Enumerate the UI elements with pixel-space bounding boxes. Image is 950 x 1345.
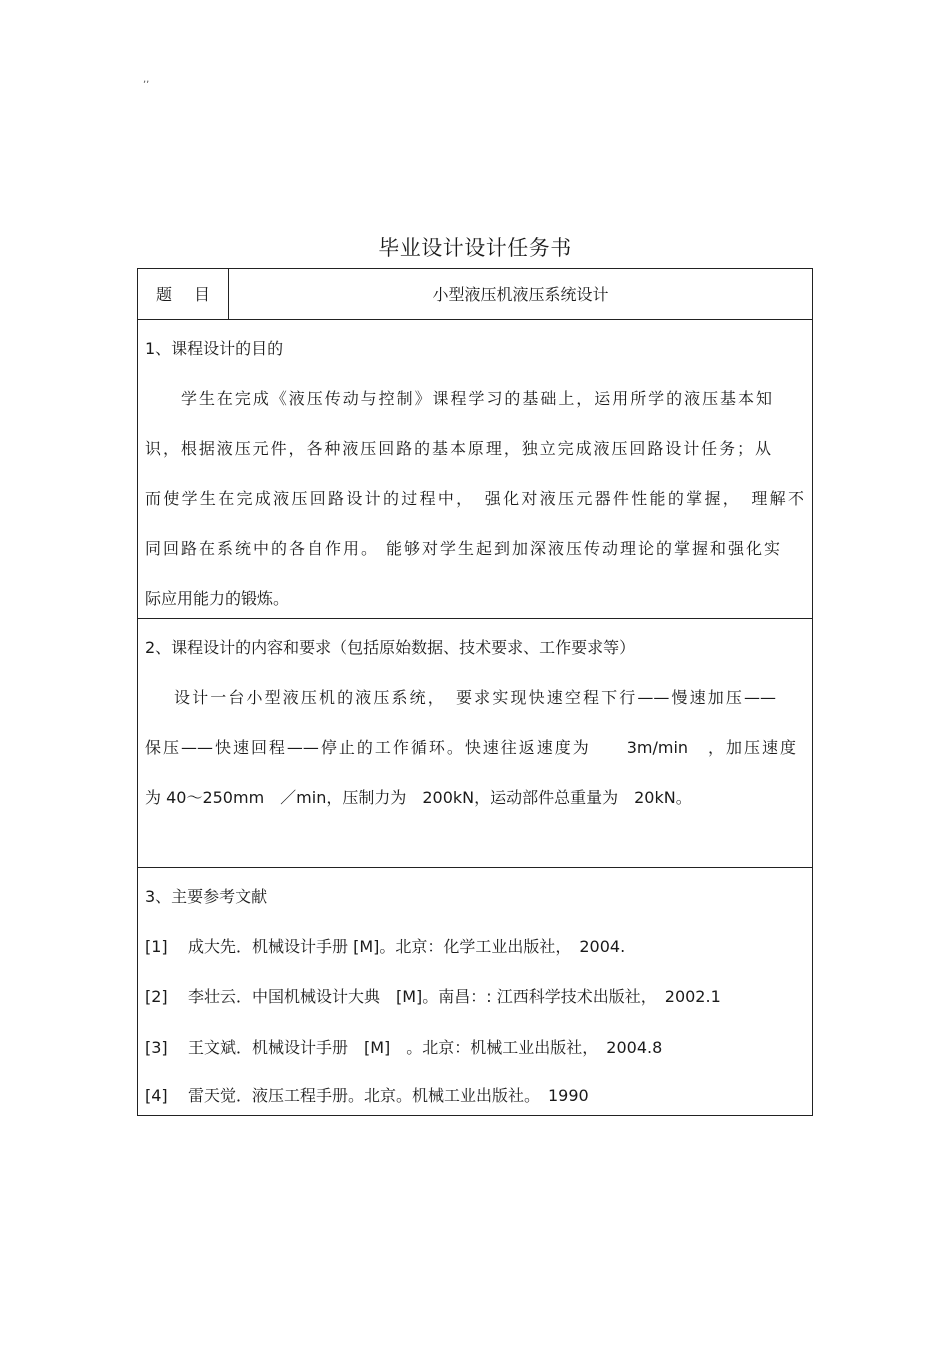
reference-item — [145, 984, 721, 1007]
corner-mark: ,, — [143, 74, 150, 85]
reference-number: [4] — [145, 1086, 168, 1105]
document-title: 毕业设计设计任务书 — [378, 236, 572, 260]
content-section — [138, 619, 812, 868]
task-table — [137, 268, 813, 1116]
reference-item — [145, 1083, 589, 1106]
subject-label-a: 题 — [155, 285, 172, 304]
references-section — [138, 868, 812, 1117]
reference-text: 王文斌．机械设计手册 [M] 。北京：机械工业出版社， 2004.8 — [188, 1038, 663, 1057]
purpose-heading: 1、课程设计的目的 — [145, 339, 284, 358]
purpose-section — [138, 320, 812, 619]
content-heading: 2、课程设计的内容和要求（包括原始数据、技术要求、工作要求等） — [145, 638, 636, 657]
reference-item — [145, 1035, 662, 1058]
reference-number: [3] — [145, 1038, 168, 1057]
subject-label-b: 目 — [194, 285, 211, 304]
content-line: 保压——快速回程——停止的工作循环。快速往返速度为 3m/min ，加压速度 — [145, 738, 796, 757]
reference-text: 成大先．机械设计手册 [M]。北京：化学工业出版社， 2004. — [188, 937, 626, 956]
reference-number: [1] — [145, 937, 168, 956]
subject-row — [138, 269, 812, 320]
purpose-line: 学生在完成《液压传动与控制》课程学习的基础上，运用所学的液压基本知 — [181, 389, 772, 408]
reference-item — [145, 934, 625, 957]
reference-text: 雷天觉．液压工程手册。北京。机械工业出版社。 1990 — [188, 1086, 589, 1105]
purpose-line: 同回路在系统中的各自作用。 能够对学生起到加深液压传动理论的掌握和强化实 — [145, 539, 780, 558]
purpose-line: 际应用能力的锻炼。 — [145, 589, 290, 608]
purpose-line: 而使学生在完成液压回路设计的过程中， 强化对液压元器件性能的掌握， 理解不 — [145, 489, 804, 508]
subject-label — [138, 269, 229, 320]
purpose-line: 识，根据液压元件，各种液压回路的基本原理，独立完成液压回路设计任务；从 — [145, 439, 771, 458]
reference-text: 李壮云．中国机械设计大典 [M]。南昌：: 江西科学技术出版社， 2002.1 — [188, 987, 721, 1006]
subject-value: 小型液压机液压系统设计 — [432, 285, 609, 304]
reference-number: [2] — [145, 987, 168, 1006]
references-heading: 3、主要参考文献 — [145, 887, 268, 906]
content-line: 设计一台小型液压机的液压系统， 要求实现快速空程下行——慢速加压—— — [174, 688, 776, 707]
content-line: 为 40～250mm ／min，压制力为 200kN，运动部件总重量为 20kN。 — [145, 788, 692, 807]
